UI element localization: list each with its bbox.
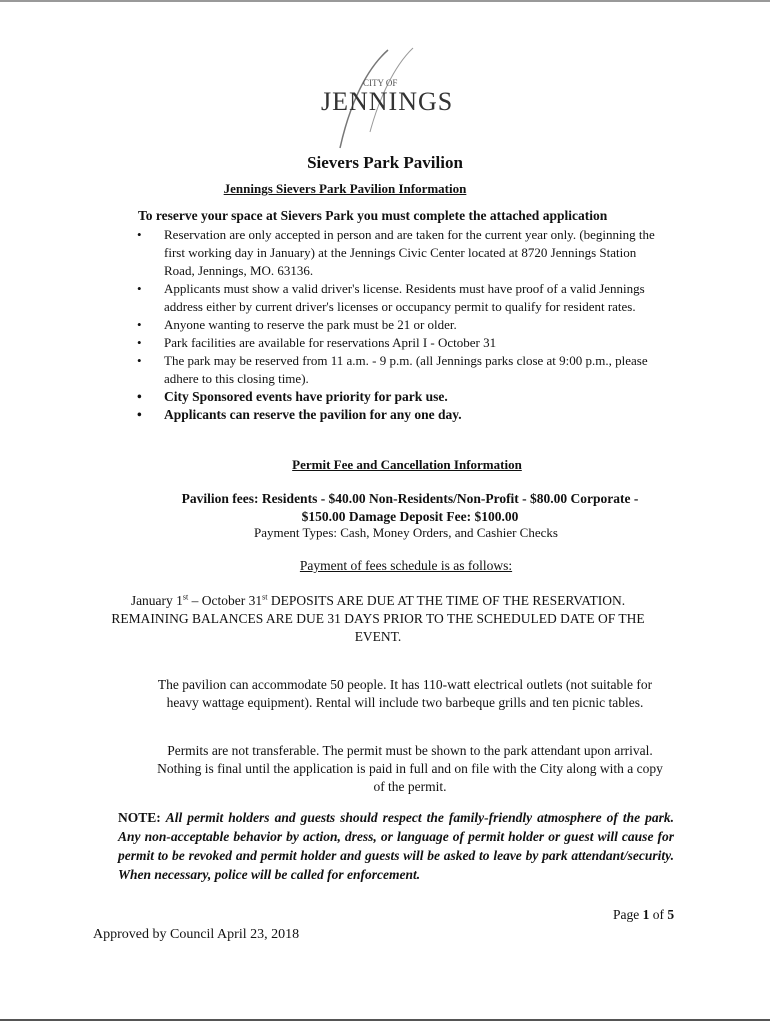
page-number xyxy=(613,907,674,923)
bullet-icon: • xyxy=(137,335,142,350)
conduct-note xyxy=(118,808,674,884)
bullet-icon: • xyxy=(137,281,142,296)
deposit-schedule xyxy=(110,592,646,646)
bullet-icon: • xyxy=(137,353,142,368)
permit-info: Permits are not transferable. The permit must be shown to the park attendant upon arrival. Nothing is final until the application is paid in full and on file with the City along with a copy of the permit. xyxy=(157,743,663,794)
note-body: All permit holders and guests should respect the family-friendly atmosphere of the park. Any non-acceptable behavior by action, dress, or language of permit holder or guest will cause for permit to be revoked and permit holder and guests will be asked to leave by park attendant/security. When necessary, police will be called for enforcement. xyxy=(118,810,675,882)
list-item xyxy=(137,334,657,352)
page-of: of xyxy=(649,907,668,922)
capacity-info: The pavilion can accommodate 50 people. It has 110-watt electrical outlets (not suitable for heavy wattage equipment). Rental will include two barbeque grills and ten picnic tables. xyxy=(157,677,653,710)
list-item-text: Applicants must show a valid driver's license. Residents must have proof of a valid Jennings address either by current driver's licenses or occupancy permit to qualify for resident rates. xyxy=(164,281,645,314)
list-item xyxy=(137,406,657,424)
ordinal: st xyxy=(262,592,268,602)
bullet-icon: • xyxy=(137,389,142,404)
list-item-text: Applicants can reserve the pavilion for any one day. xyxy=(164,407,462,422)
reservation-rules-list xyxy=(137,226,657,424)
payment-types: Payment Types: Cash, Money Orders, and Cashier Checks xyxy=(254,525,558,540)
note-label: NOTE: xyxy=(118,810,161,825)
bottom-border xyxy=(0,1019,770,1021)
page-title: Sievers Park Pavilion xyxy=(307,153,463,172)
bullet-icon: • xyxy=(137,407,142,422)
page-total: 5 xyxy=(667,907,675,922)
approval-footer: Approved by Council April 23, 2018 xyxy=(93,927,300,942)
logo-name: JENNINGS xyxy=(321,87,454,116)
list-item-text: Park facilities are available for reservations April I - October 31 xyxy=(164,335,497,350)
list-item-text: Anyone wanting to reserve the park must be 21 or older. xyxy=(164,317,457,332)
schedule-header: Payment of fees schedule is as follows: xyxy=(299,558,513,573)
list-item xyxy=(137,280,657,316)
list-item xyxy=(137,316,657,334)
list-item-text: City Sponsored events have priority for park use. xyxy=(164,389,448,404)
intro-text: To reserve your space at Sievers Park you must complete the attached application xyxy=(138,208,608,223)
page-subtitle: Jennings Sievers Park Pavilion Information xyxy=(223,181,467,196)
deposit-text: DEPOSITS ARE DUE AT THE TIME OF THE RESERVATION. REMAINING BALANCES ARE DUE 31 DAYS PRIOR TO THE SCHEDULED DATE OF THE EVENT. xyxy=(111,593,645,644)
list-item-text: The park may be reserved from 11 a.m. - 9 p.m. (all Jennings parks close at 9:00 p.m., please adhere to this closing time). xyxy=(164,353,648,386)
permit-fee-header: Permit Fee and Cancellation Information xyxy=(292,457,522,472)
page-current: 1 xyxy=(642,907,650,922)
list-item xyxy=(137,226,657,280)
bullet-icon: • xyxy=(137,227,142,242)
fees-line-1: Pavilion fees: Residents - $40.00 Non-Residents/Non-Profit - $80.00 Corporate - xyxy=(181,491,639,506)
fees-line-2: $150.00 Damage Deposit Fee: $100.00 xyxy=(301,509,519,524)
bullet-icon: • xyxy=(137,317,142,332)
page-prefix: Page xyxy=(613,907,643,922)
list-item-text: Reservation are only accepted in person and are taken for the current year only. (beginning the first working day in January) at the Jennings Civic Center located at 8720 Jennings Station Road, Jennings, MO. 63136. xyxy=(164,227,655,278)
logo-small-text: CITY OF xyxy=(363,78,398,88)
city-logo xyxy=(318,42,468,152)
pavilion-fees xyxy=(140,490,680,526)
deposit-start: January 1 xyxy=(130,593,183,608)
ordinal: st xyxy=(182,592,189,602)
list-item xyxy=(137,388,657,406)
top-border xyxy=(0,0,770,2)
list-item xyxy=(137,352,657,388)
deposit-end: – October 31 xyxy=(188,593,263,608)
